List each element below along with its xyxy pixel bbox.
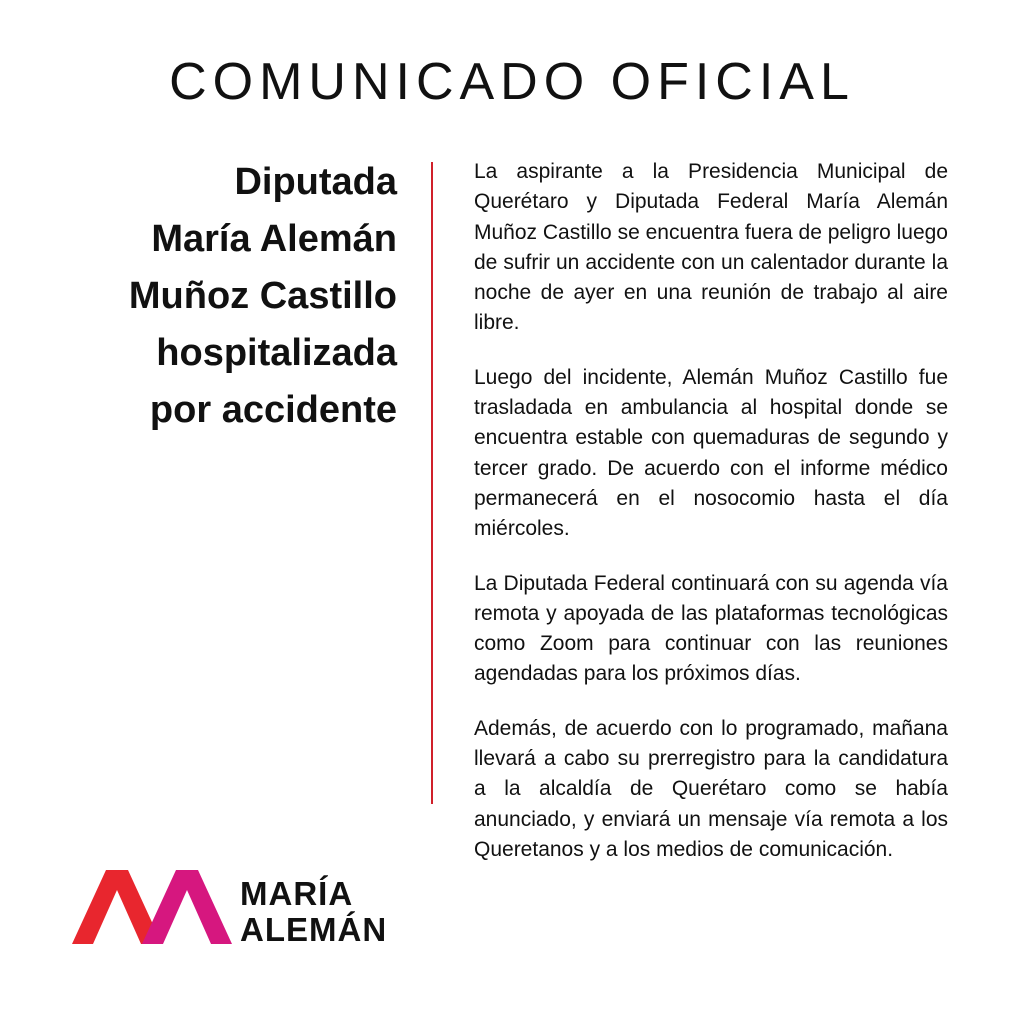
body-paragraph: Luego del incidente, Alemán Muñoz Castillo fue trasladada en ambulancia al hospital donde se encuentra estable con quemaduras de segundo y tercer grado. De acuerdo con el informe médico permanecerá en el nosocomio hasta el día miércoles. xyxy=(474,365,948,541)
headline-line: María Alemán xyxy=(151,218,397,260)
body-paragraph: La aspirante a la Presidencia Municipal de Querétaro y Diputada Federal María Alemán Muñoz Castillo se encuentra fuera de peligro luego de sufrir un accidente con un calentador durante la noche de ayer en una reunión de trabajo al aire libre. xyxy=(474,160,948,335)
logo-line-1: MARÍA xyxy=(240,875,354,912)
body-paragraph: La Diputada Federal continuará con su agenda vía remota y apoyada de las plataformas tecnológicas como Zoom para continuar con las reuniones agendadas para los próximos días. xyxy=(474,571,948,686)
headline-line: Diputada xyxy=(234,161,397,203)
headline xyxy=(40,154,397,439)
logo-mark-icon xyxy=(72,868,232,948)
logo-magenta-stroke xyxy=(142,870,232,944)
statement-body xyxy=(474,157,948,889)
body-paragraph: Además, de acuerdo con lo programado, mañana llevará a cabo su prerregistro para la candidatura a la alcaldía de Querétaro como se había anunciado, y enviará un mensaje vía remota a los Queretanos y a los medios de comunicación. xyxy=(474,716,948,861)
brand-logo xyxy=(72,868,412,948)
headline-line: hospitalizada xyxy=(156,332,397,374)
logo-line-2: ALEMÁN xyxy=(240,911,388,948)
vertical-divider xyxy=(431,162,433,804)
page-title: COMUNICADO OFICIAL xyxy=(169,53,855,111)
logo-wordmark xyxy=(240,876,387,948)
headline-line: Muñoz Castillo xyxy=(128,275,397,317)
headline-line: por accidente xyxy=(149,389,397,431)
